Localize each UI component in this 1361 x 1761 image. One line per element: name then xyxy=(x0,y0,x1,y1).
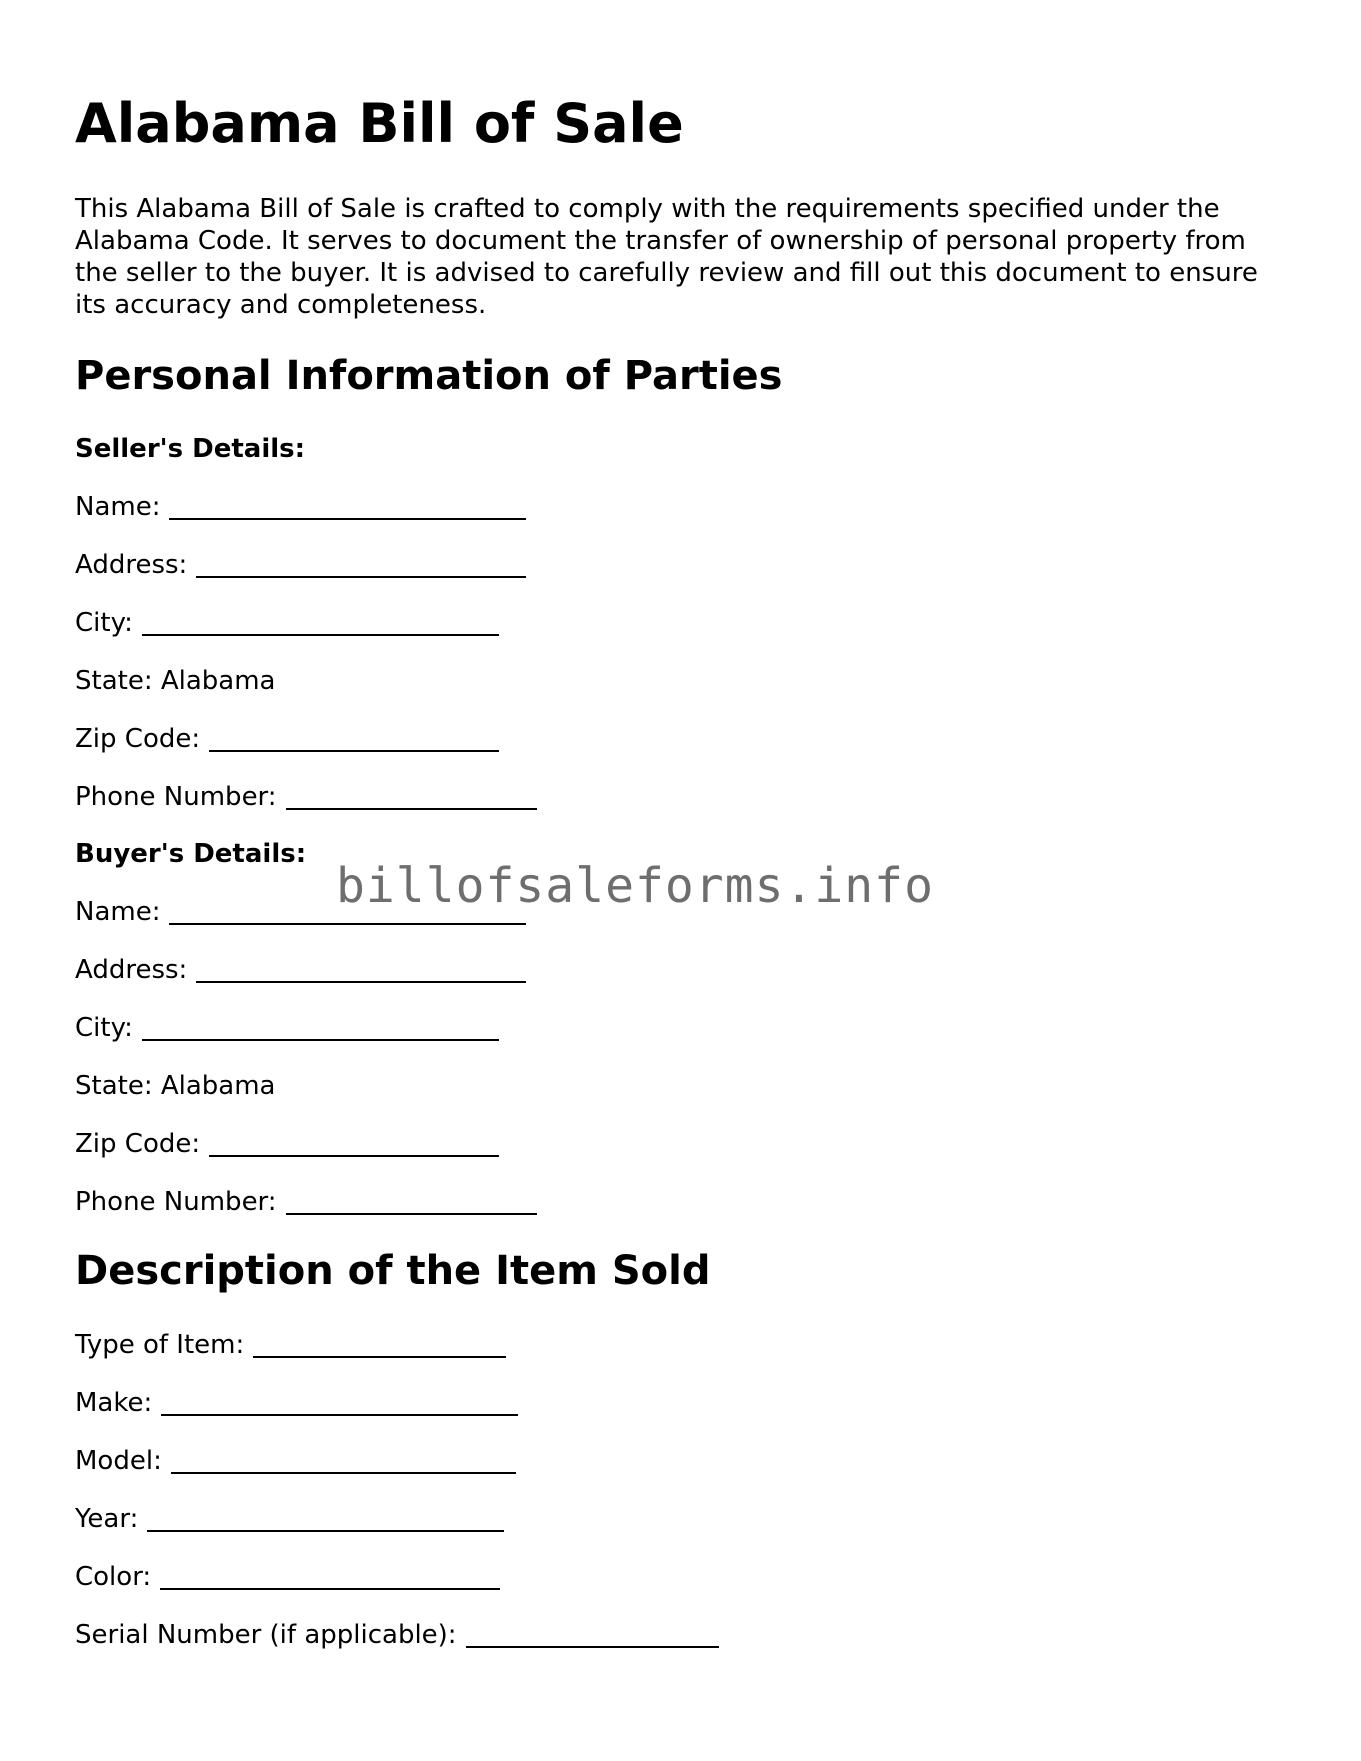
item-serial-label: Serial Number (if applicable): xyxy=(75,1620,457,1650)
buyer-state-field xyxy=(75,1070,275,1102)
section-heading-item: Description of the Item Sold xyxy=(75,1248,711,1294)
item-model-blank[interactable] xyxy=(171,1446,516,1474)
seller-name-label: Name: xyxy=(75,492,161,522)
item-color-blank[interactable] xyxy=(160,1562,500,1590)
seller-name-blank[interactable] xyxy=(169,492,526,520)
seller-phone-field xyxy=(75,781,537,813)
buyer-phone-field xyxy=(75,1186,537,1218)
item-serial-blank[interactable] xyxy=(466,1620,719,1648)
buyer-name-label: Name: xyxy=(75,897,161,927)
seller-city-field xyxy=(75,607,499,639)
seller-zip-label: Zip Code: xyxy=(75,724,201,754)
seller-details-heading: Seller's Details: xyxy=(75,434,306,464)
item-year-blank[interactable] xyxy=(147,1504,504,1532)
intro-paragraph: This Alabama Bill of Sale is crafted to comply with the requirements specified under the Alabama Code. It serves to document the transfer of ownership of personal property from the seller to the buyer. It is advised to carefully review and fill out this document to ensure its accuracy and completeness. xyxy=(75,194,1258,320)
item-type-label: Type of Item: xyxy=(75,1330,245,1360)
seller-state-field xyxy=(75,665,275,697)
buyer-details-heading: Buyer's Details: xyxy=(75,839,307,869)
seller-zip-field xyxy=(75,723,499,755)
document-title: Alabama Bill of Sale xyxy=(75,92,684,155)
item-year-label: Year: xyxy=(75,1504,139,1534)
buyer-zip-field xyxy=(75,1128,499,1160)
buyer-city-label: City: xyxy=(75,1013,133,1043)
item-serial-field xyxy=(75,1619,719,1651)
seller-address-field xyxy=(75,549,526,581)
seller-city-label: City: xyxy=(75,608,133,638)
buyer-address-blank[interactable] xyxy=(196,955,526,983)
item-make-label: Make: xyxy=(75,1388,153,1418)
item-color-field xyxy=(75,1561,500,1593)
buyer-phone-label: Phone Number: xyxy=(75,1187,277,1217)
section-heading-parties: Personal Information of Parties xyxy=(75,353,783,399)
site-watermark: billofsaleforms.info xyxy=(336,858,934,914)
seller-address-blank[interactable] xyxy=(196,550,526,578)
buyer-address-label: Address: xyxy=(75,955,188,985)
seller-address-label: Address: xyxy=(75,550,188,580)
item-make-field xyxy=(75,1387,518,1419)
seller-phone-label: Phone Number: xyxy=(75,782,277,812)
item-model-field xyxy=(75,1445,516,1477)
item-year-field xyxy=(75,1503,504,1535)
seller-city-blank[interactable] xyxy=(142,608,499,636)
item-color-label: Color: xyxy=(75,1562,152,1592)
buyer-city-field xyxy=(75,1012,499,1044)
seller-name-field xyxy=(75,491,526,523)
buyer-phone-blank[interactable] xyxy=(286,1187,537,1215)
buyer-zip-label: Zip Code: xyxy=(75,1129,201,1159)
buyer-address-field xyxy=(75,954,526,986)
item-make-blank[interactable] xyxy=(161,1388,518,1416)
item-type-blank[interactable] xyxy=(253,1330,506,1358)
seller-phone-blank[interactable] xyxy=(286,782,537,810)
item-type-field xyxy=(75,1329,506,1361)
item-model-label: Model: xyxy=(75,1446,162,1476)
buyer-city-blank[interactable] xyxy=(142,1013,499,1041)
buyer-zip-blank[interactable] xyxy=(209,1129,499,1157)
buyer-state-label: State: Alabama xyxy=(75,1071,276,1101)
seller-state-label: State: Alabama xyxy=(75,666,276,696)
seller-zip-blank[interactable] xyxy=(209,724,499,752)
